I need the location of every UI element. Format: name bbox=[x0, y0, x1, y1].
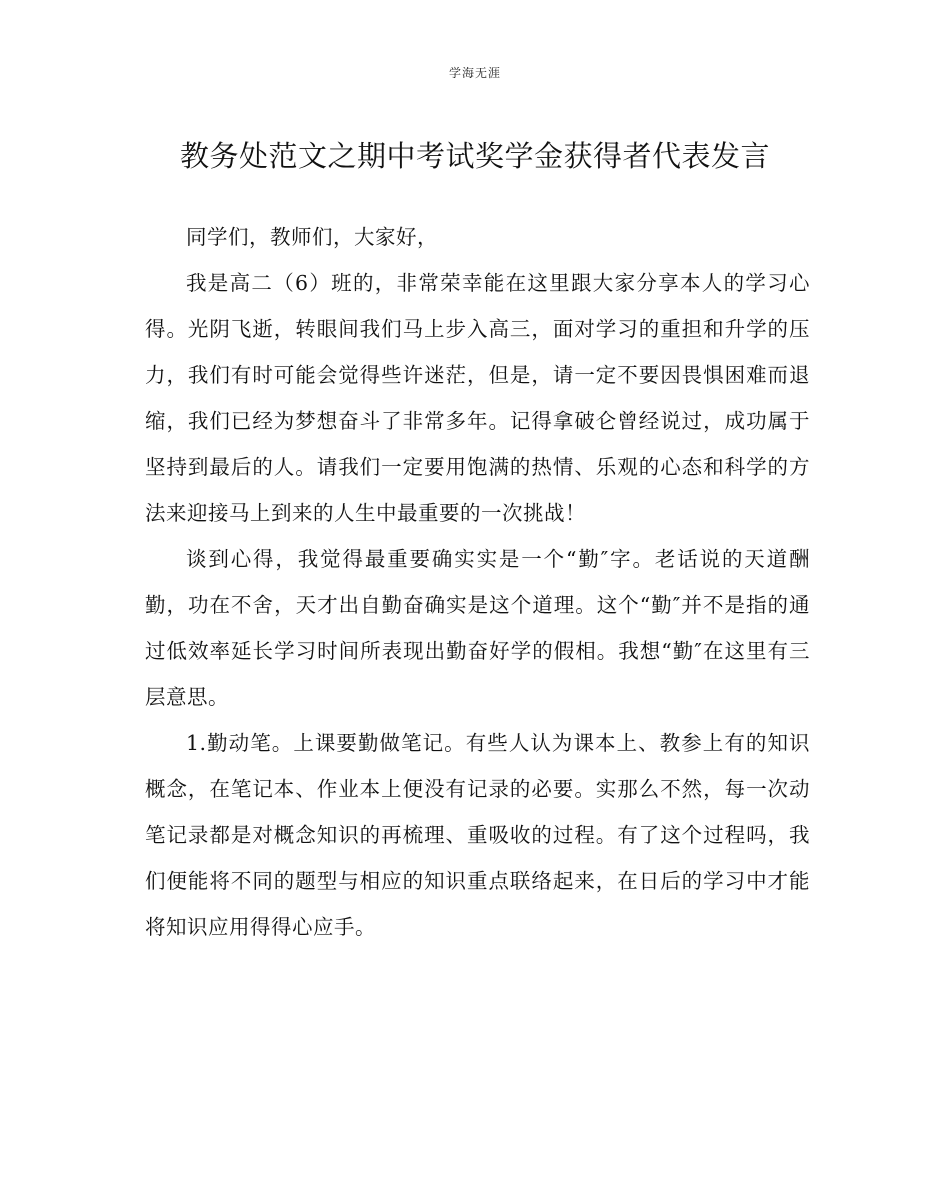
running-header: 学海无涯 bbox=[448, 66, 501, 80]
paragraph-intro: 我是高二（6）班的，非常荣幸能在这里跟大家分享本人的学习心得。光阴飞逝，转眼间我们马上步入高三，面对学习的重担和升学的压力，我们有时可能会觉得些许迷茫，但是，请一定不要因畏惧困难而退缩，我们已经为梦想奋斗了非常多年。记得拿破仑曾经说过，成功属于坚持到最后的人。请我们一定要用饱满的热情、乐观的心态和科学的方法来迎接马上到来的人生中最重要的一次挑战！ bbox=[145, 271, 810, 525]
paragraph-point-one: 1.勤动笔。上课要勤做笔记。有些人认为课本上、教参上有的知识概念，在笔记本、作业本上便没有记录的必要。实那么不然，每一次动笔记录都是对概念知识的再梳理、重吸收的过程。有了这个过程吗，我们便能将不同的题型与相应的知识重点联络起来，在日后的学习中才能将知识应用得得心应手。 bbox=[145, 731, 810, 939]
document-body bbox=[145, 214, 810, 950]
paragraph-diligence: 谈到心得，我觉得最重要确实实是一个“勤″字。老话说的天道酬勤，功在不舍，天才出自勤奋确实是这个道理。这个“勤″并不是指的通过低效率延长学习时间所表现出勤奋好学的假相。我想“勤″在这里有三层意思。 bbox=[145, 547, 810, 709]
paragraph-greeting: 同学们，教师们，大家好， bbox=[186, 225, 438, 249]
document-title: 教务处范文之期中考试奖学金获得者代表发言 bbox=[179, 139, 770, 173]
